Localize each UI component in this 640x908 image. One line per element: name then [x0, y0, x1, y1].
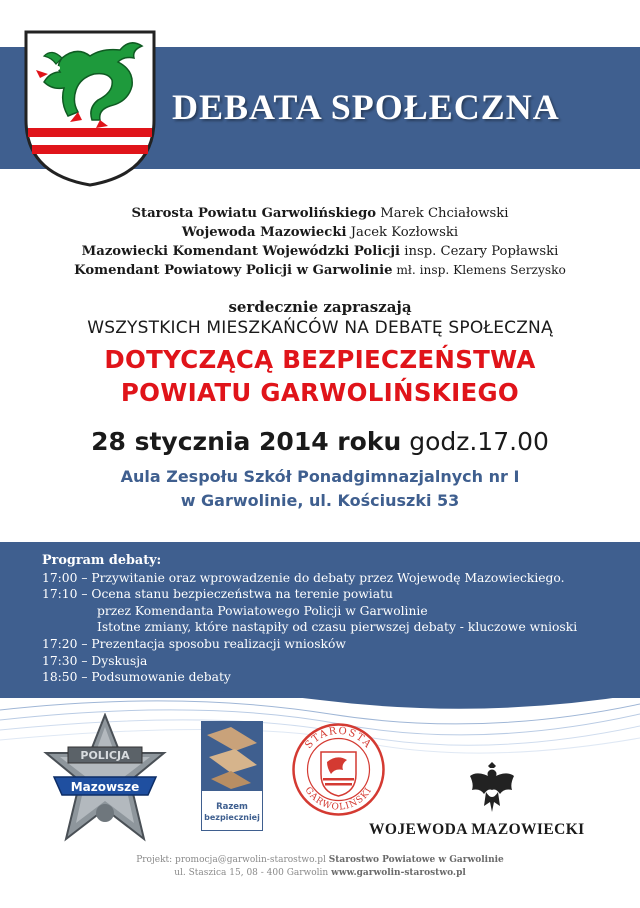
program-item: 17:20 – Prezentacja sposobu realizacji wniosków [42, 636, 346, 651]
organizer-line [0, 223, 640, 242]
program-item: 17:10 – Ocena stanu bezpieczeństwa na terenie powiatu [42, 587, 393, 602]
program-heading: Program debaty: [42, 553, 162, 568]
organizers-block [0, 204, 640, 280]
audience-text: WSZYSTKICH MIESZKAŃCÓW NA DEBATĘ SPOŁECZNĄ [87, 318, 553, 338]
seal-text-bottom: GARWOLIŃSKI [302, 785, 375, 813]
organizer-line [0, 261, 640, 280]
event-date: 28 stycznia 2014 roku [91, 427, 402, 456]
topic-line: DOTYCZĄCĄ BEZPIECZEŃSTWA [104, 345, 536, 374]
razem-line1: Razem [216, 802, 248, 812]
razem-line2: bezpieczniej [204, 813, 260, 822]
venue [0, 465, 640, 513]
page-title: DEBATA SPOŁECZNA [172, 87, 560, 127]
organizer-name: Jacek Kozłowski [350, 225, 459, 240]
wojewoda-label: WOJEWODA MAZOWIECKI [369, 821, 585, 838]
program-item: 18:50 – Podsumowanie debaty [42, 670, 231, 685]
footer-office: Starostwo Powiatowe w Garwolinie [328, 855, 504, 865]
police-badge-icon [40, 713, 170, 845]
date-time [0, 427, 640, 456]
debate-topic [0, 343, 640, 409]
organizer-name: mł. insp. Klemens Serzysko [392, 263, 566, 277]
polish-eagle-icon [468, 762, 516, 814]
program-item-continued: Istotne zmiany, które nastąpiły od czasu pierwszej debaty - kluczowe wnioski [97, 620, 578, 635]
program-item-continued: przez Komendanta Powiatowego Policji w Garwolinie [97, 603, 428, 618]
organizer-role: Komendant Powiatowy Policji w Garwolinie [74, 263, 393, 278]
event-time: godz.17.00 [409, 427, 549, 456]
garwolin-coat-of-arms-icon [22, 28, 158, 188]
badge-banner-text: Mazowsze [70, 780, 140, 794]
footer-line [0, 854, 640, 867]
seal-text-top: STAROSTA [303, 725, 374, 752]
organizer-name: Marek Chciałowski [380, 206, 509, 221]
razem-bezpieczniej-logo [201, 721, 263, 831]
footer-line [0, 867, 640, 880]
organizer-role: Starosta Powiatu Garwolińskiego [131, 206, 377, 221]
venue-line: w Garwolinie, ul. Kościuszki 53 [180, 491, 460, 510]
invite-text: serdecznie zapraszają [228, 298, 412, 316]
footer-website: www.garwolin-starostwo.pl [331, 868, 466, 878]
organizer-role: Mazowiecki Komendant Wojewódzki Policji [81, 244, 401, 259]
organizer-name: insp. Cezary Popławski [404, 244, 559, 259]
organizer-line [0, 204, 640, 223]
footer [0, 854, 640, 880]
badge-text-top: POLICJA [80, 749, 130, 762]
starosta-seal-icon [291, 722, 386, 817]
footer-project: Projekt: promocja@garwolin-starostwo.pl [136, 855, 326, 865]
organizer-line [0, 242, 640, 261]
organizer-role: Wojewoda Mazowiecki [181, 225, 347, 240]
program-list [42, 553, 632, 686]
topic-line: POWIATU GARWOLIŃSKIEGO [120, 378, 520, 407]
venue-line: Aula Zespołu Szkół Ponadgimnazjalnych nr I [120, 467, 520, 486]
footer-address: ul. Staszica 15, 08 - 400 Garwolin [174, 868, 329, 878]
program-item: 17:30 – Dyskusja [42, 653, 148, 668]
program-item: 17:00 – Przywitanie oraz wprowadzenie do debaty przez Wojewodę Mazowieckiego. [42, 570, 565, 585]
